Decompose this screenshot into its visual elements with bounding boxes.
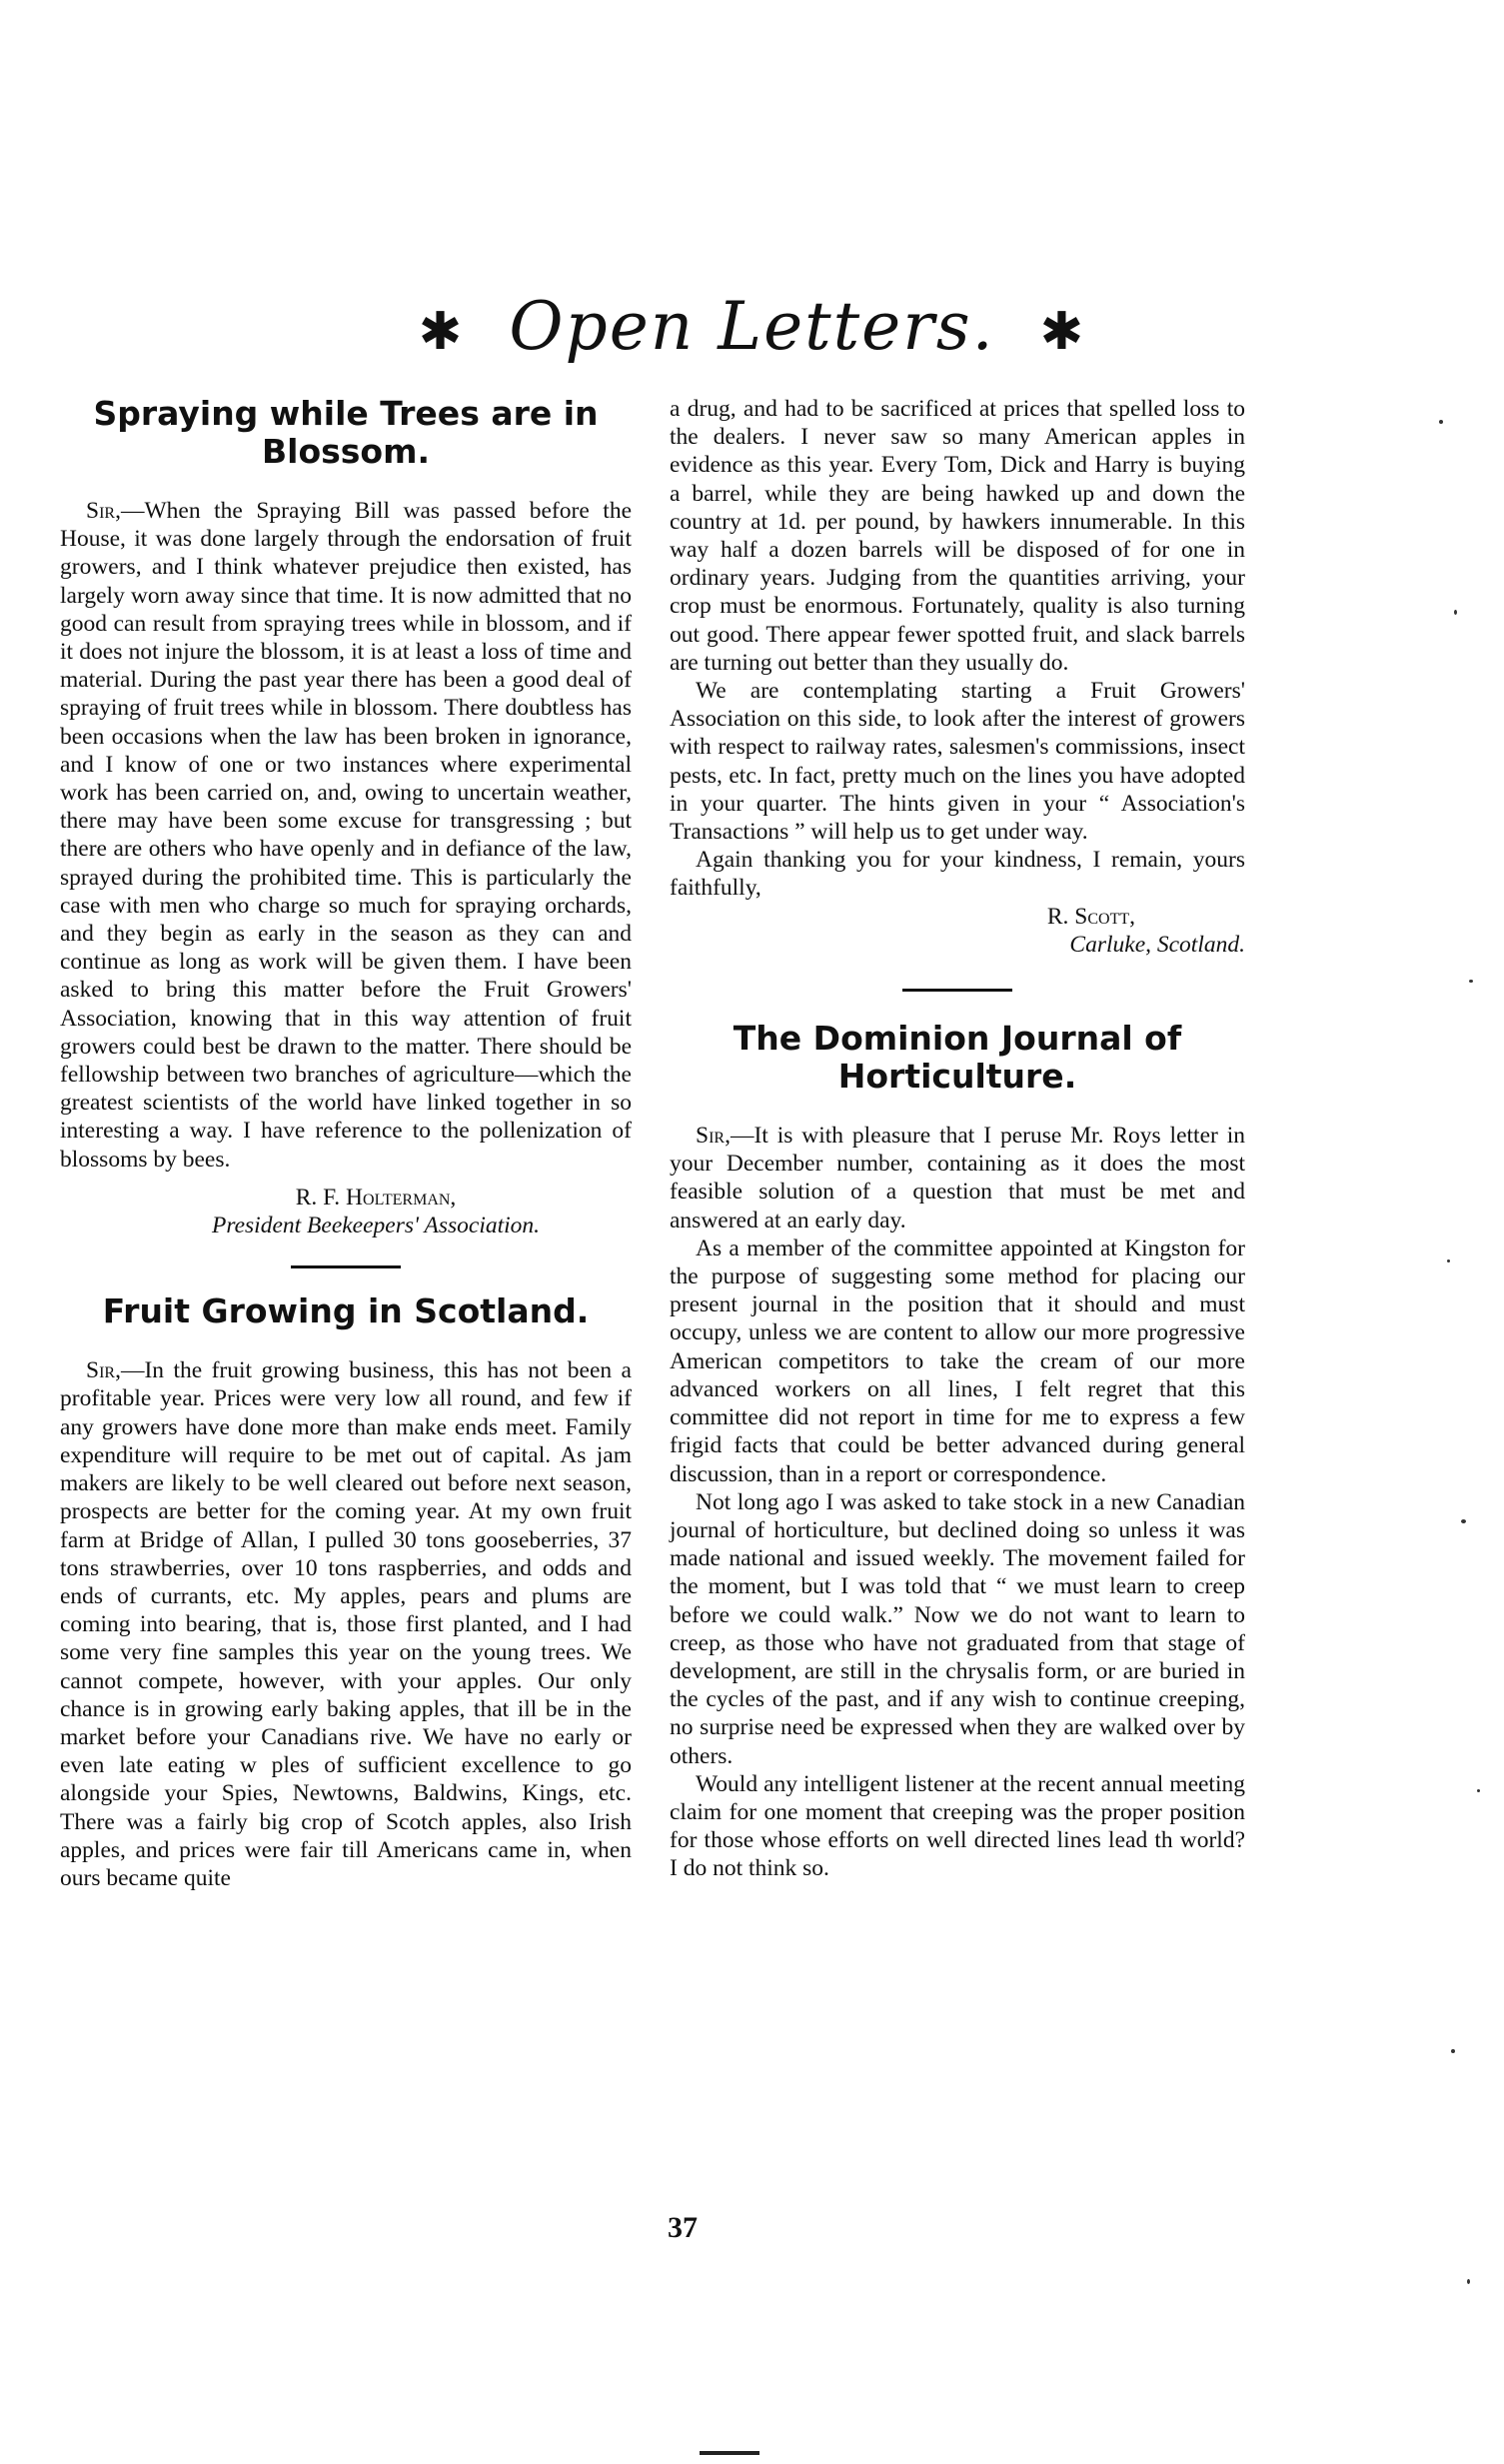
article-body-scotland: Sir,—In the fruit growing business, this has not been a profitable year. Prices were very low all round, and few if any growers have done more than make ends meet. Family expenditure will require to be met out of capital. As jam makers are likely to be well cleared out before next season, prospects are better for the coming year. At my own fruit farm at Bridge of Allan, I pulled 30 tons gooseberries, 37 tons strawberries, over 10 tons raspberries, and odds and ends of currants, etc. My apples, pears and plums are coming into bearing, that is, those first planted, and I had some very fine samples this year on the young trees. We cannot compete, however, with your apples. Our only chance is in growing early baking apples, that ill be in the market before your Canadians rive. We have no early or even late eating w ples of sufficient excellence to go alongside your Spies, Newtowns, Baldwins, Kings, etc. There was a fairly big crop of Scotch apples, also Irish apples, and prices were fair till Americans came in, when ours became quite [60, 1357, 632, 1891]
signature-name: R. Scott, [1046, 903, 1135, 930]
salutation: Sir, [86, 1357, 121, 1384]
signature-title: President Beekeepers' Association. [211, 1213, 541, 1239]
article-title-dominion-journal: The Dominion Journal of Horticulture. [733, 1019, 1182, 1097]
star-ornament-icon: ✱ [418, 302, 465, 362]
section-header [0, 288, 1504, 365]
article-paragraph: As a member of the committee appointed at Kingston for the purpose of suggesting some method for placing our present journal in the position that it should and must occupy, unless we are content to allow our more progressive American competitors to take the cream of our more advanced workers on all lines, I felt regret that this committee did not report in time for me to express a few frigid facts that could be better advanced during general discussion, than in a report or correspondence. [670, 1234, 1245, 1487]
salutation: Sir, [86, 498, 121, 524]
right-column [670, 395, 1245, 1883]
page-number: 37 [668, 2211, 698, 2244]
scan-artifact [700, 2451, 759, 2455]
article-paragraph: Not long ago I was asked to take stock in a new Canadian journal of horticulture, but declined doing so unless it was made national and issued weekly. The movement failed for the moment, but I was told that “ we must learn to creep before we could walk.” Now we do not want to learn to creep, as those who have not graduated from that stage of development, are still in the chrysalis form, or are buried in the cycles of the past, and if any wish to continue creeping, no surprise need be expressed when they are walked over by others. [670, 1488, 1245, 1769]
article-paragraph: Would any intelligent listener at the recent annual meeting claim for one moment that creeping was the proper position for those whose efforts on well directed lines lead th world? I do not think so. [670, 1770, 1245, 1882]
article-title-spraying: Spraying while Trees are in Blossom. [93, 394, 599, 471]
salutation: Sir, [696, 1123, 731, 1150]
article-body-dominion-journal: Sir,—It is with pleasure that I peruse Mr. Roys letter in your December number, containing as it does the most feasible solution of a question that must be met and answered at an early day. [670, 1123, 1245, 1233]
signature-place: Carluke, Scotland. [1069, 931, 1245, 958]
article-continued-paragraph: a drug, and had to be sacrificed at prices that spelled loss to the dealers. I never saw so many American apples in evidence as this year. Every Tom, Dick and Harry is buying a barrel, while they are being hawked up and down the country at 1d. per pound, by hawkers innumerable. In this way half a dozen barrels will be disposed of for one in ordinary years. Judging from the quantities arriving, your crop must be enormous. Fortunately, quality is also turning out good. There appear fewer spotted fruit, and slack barrels are turning out better than they usually do. [670, 396, 1245, 676]
article-title-scotland: Fruit Growing in Scotland. [102, 1291, 590, 1331]
star-ornament-icon: ✱ [1039, 302, 1086, 362]
article-continued-paragraph: Again thanking you for your kindness, I remain, yours faithfully, [670, 847, 1245, 902]
article-continued-paragraph: We are contemplating starting a Fruit Growers' Association on this side, to look after the interest of growers with respect to railway rates, salesmen's commissions, insect pests, etc. In fact, pretty much on the lines you have adopted in your quarter. The hints given in your “ Association's Transactions ” will help us to get under way. [670, 678, 1245, 846]
signature-name: R. F. Holterman, [295, 1184, 457, 1211]
left-column [60, 395, 632, 1892]
section-title: Open Letters. [509, 288, 995, 365]
article-body-spraying: Sir,—When the Spraying Bill was passed before the House, it was done largely through the endorsation of fruit growers, and I think whatever prejudice then existed, has largely worn away since that time. It is now admitted that no good can result from spraying trees while in blossom, and if it does not injure the blossom, it is at least a loss of time and material. During the past year there has been a good deal of spraying of fruit trees while in blossom. There doubtless has been occasions when the law has been broken in ignorance, and I know of one or two instances where experimental work has been carried on, and, owing to uncertain weather, there may have been some excuse for transgressing ; but there are others who have openly and in defiance of the law, sprayed during the prohibited time. This is particularly the case with men who charge so much for spraying orchards, and they begin as early in the season as they can and continue as long as work will be given them. I have been asked to bring this matter before the Fruit Growers' Association, knowing that in this way attention of fruit growers could best be drawn to the matter. There should be fellowship between two branches of agriculture—which the greatest scientists of the world have linked together in so interesting a way. I have reference to the pollenization of blossoms by bees. [60, 498, 632, 1173]
